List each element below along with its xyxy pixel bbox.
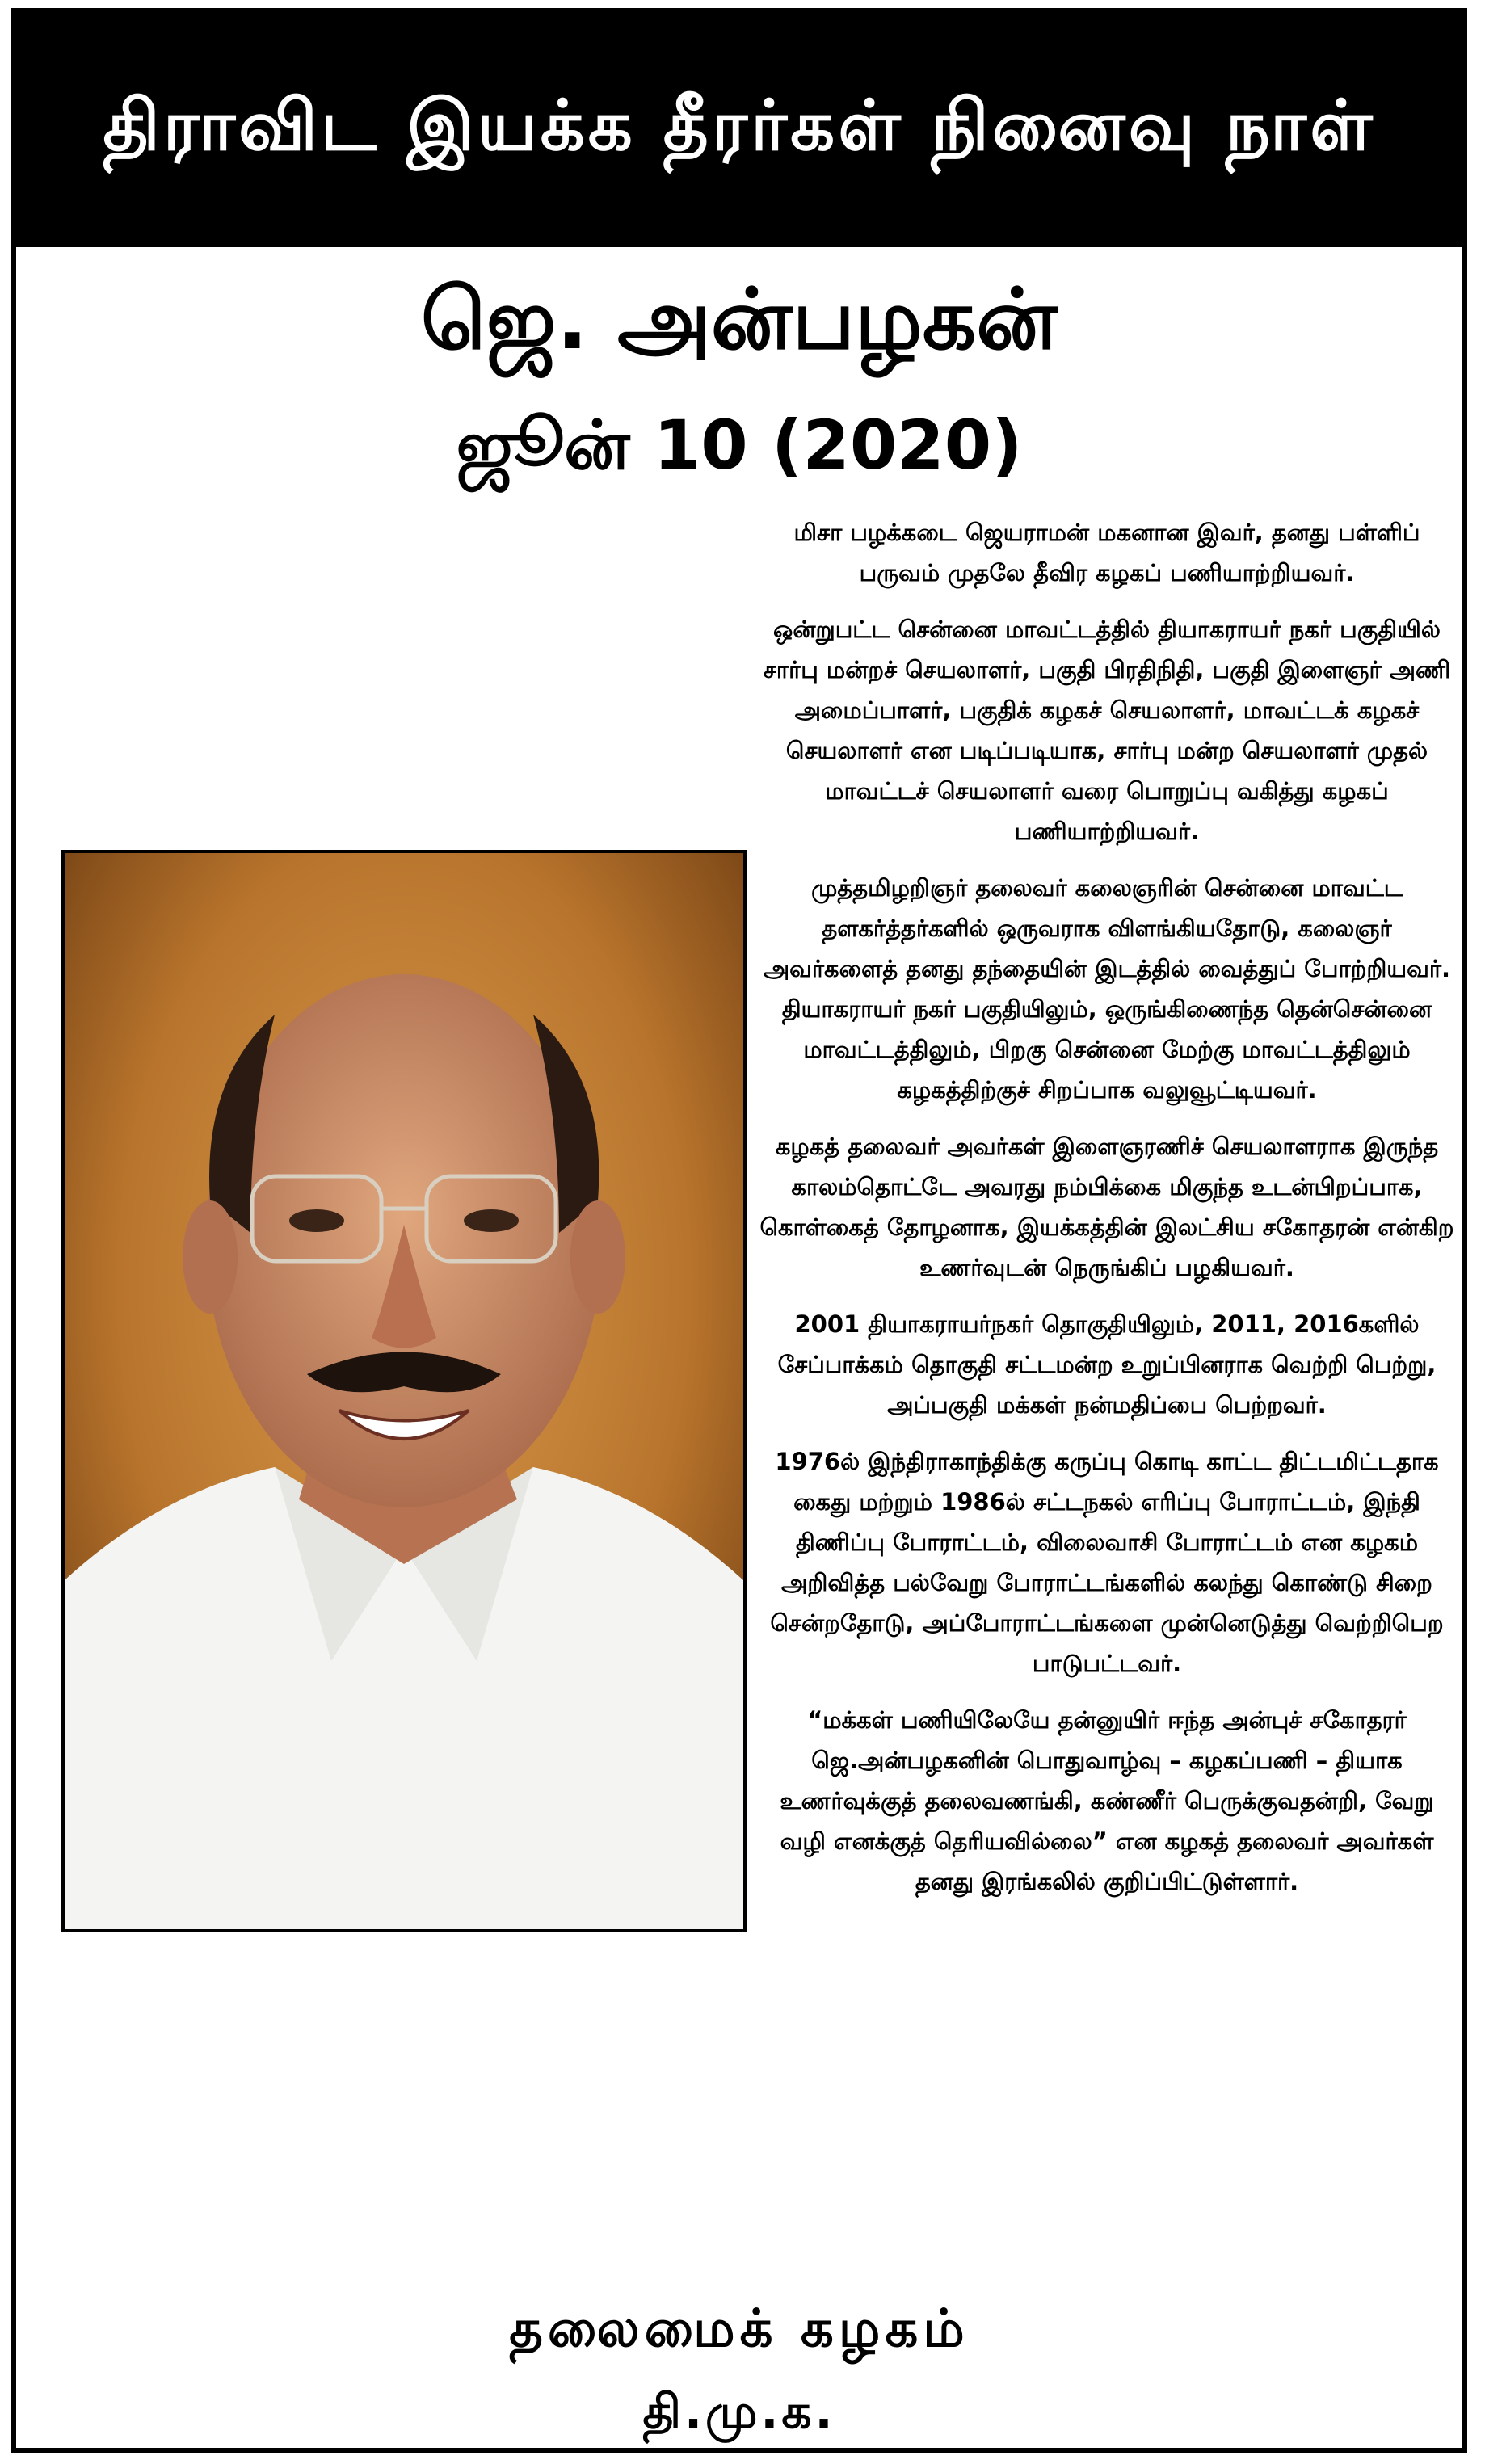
bio-paragraph: முத்தமிழறிஞர் தலைவர் கலைஞரின் சென்னை மாவட்ட தளகர்த்தர்களில் ஒருவராக விளங்கியதோடு, கலைஞர் அவர்களைத் தனது தந்தையின் இடத்தில் வைத்துப் போற்றியவர். தியாகராயர் நகர் பகுதியிலும், ஒருங்கிணைந்த தென்சென்னை மாவட்டத்திலும், பிறகு சென்னை மேற்கு மாவட்டத்திலும் கழகத்திற்குச் சிறப்பாக வலுவூட்டியவர். — [763, 874, 1451, 1104]
bio-paragraph: 1976ல் இந்திராகாந்திக்கு கருப்பு கொடி காட்ட திட்டமிட்டதாக கைது மற்றும் 1986ல் சட்டநகல் எரிப்பு போராட்டம், இந்தி திணிப்பு போராட்டம், விலைவாசி போராட்டம் என கழகம் அறிவித்த பல்வேறு போராட்டங்களில் கலந்து கொண்டு சிறை சென்றதோடு, அப்போராட்டங்களை முன்னெடுத்து வெற்றிபெற பாடுபட்டவர். — [770, 1448, 1444, 1677]
header-title: திராவிட இயக்க தீரர்கள் நினைவு நாள் — [103, 85, 1376, 166]
memorial-date: ஜூன் 10 (2020) — [456, 406, 1023, 485]
footer-party-name: தி.மு.க. — [642, 2384, 836, 2439]
footer-organization: தலைமைக் கழகம் — [509, 2299, 970, 2359]
bio-paragraph: கழகத் தலைவர் அவர்கள் இளைஞரணிச் செயலாளராக இருந்த காலம்தொட்டே அவரது நம்பிக்கை மிகுந்த உடன்பிறப்பாக, கொள்கைத் தோழனாக, இயக்கத்தின் இலட்சிய சகோதரன் என்கிற உணர்வுடன் நெருங்கிப் பழகியவர். — [759, 1133, 1454, 1281]
biography-text — [759, 512, 1454, 1918]
person-name: ஜெ. அன்பழகன் — [420, 270, 1058, 368]
bio-paragraph: ஒன்றுபட்ட சென்னை மாவட்டத்தில் தியாகராயர் நகர் பகுதியில் சார்பு மன்றச் செயலாளர், பகுதி பிரதிநிதி, பகுதி இளைஞர் அணி அமைப்பாளர், பகுதிக் கழகச் செயலாளர், மாவட்டக் கழகச் செயலாளர் என படிப்படியாக, சார்பு மன்ற செயலாளர் முதல் மாவட்டச் செயலாளர் வரை பொறுப்பு வகித்து கழகப் பணியாற்றியவர். — [763, 616, 1451, 845]
bio-paragraph: மிசா பழக்கடை ஜெயராமன் மகனான இவர், தனது பள்ளிப் பருவம் முதலே தீவிர கழகப் பணியாற்றியவர். — [793, 519, 1420, 587]
portrait-illustration — [65, 853, 743, 1929]
header-band — [16, 13, 1462, 247]
memorial-poster — [11, 8, 1467, 2453]
portrait-photo — [61, 850, 747, 1932]
bio-paragraph: “மக்கள் பணியிலேயே தன்னுயிர் ஈந்த அன்புச் சகோதரர் ஜெ.அன்பழகனின் பொதுவாழ்வு – கழகப்பணி – தியாக உணர்வுக்குத் தலைவணங்கி, கண்ணீர் பெருக்குவதன்றி, வேறு வழி எனக்குத் தெரியவில்லை” என கழகத் தலைவர் அவர்கள் தனது இரங்கலில் குறிப்பிட்டுள்ளார். — [780, 1706, 1434, 1895]
bio-paragraph: 2001 தியாகராயர்நகர் தொகுதியிலும், 2011, 2016களில் சேப்பாக்கம் தொகுதி சட்டமன்ற உறுப்பினராக வெற்றி பெற்று, அப்பகுதி மக்கள் நன்மதிப்பை பெற்றவர். — [777, 1310, 1437, 1419]
